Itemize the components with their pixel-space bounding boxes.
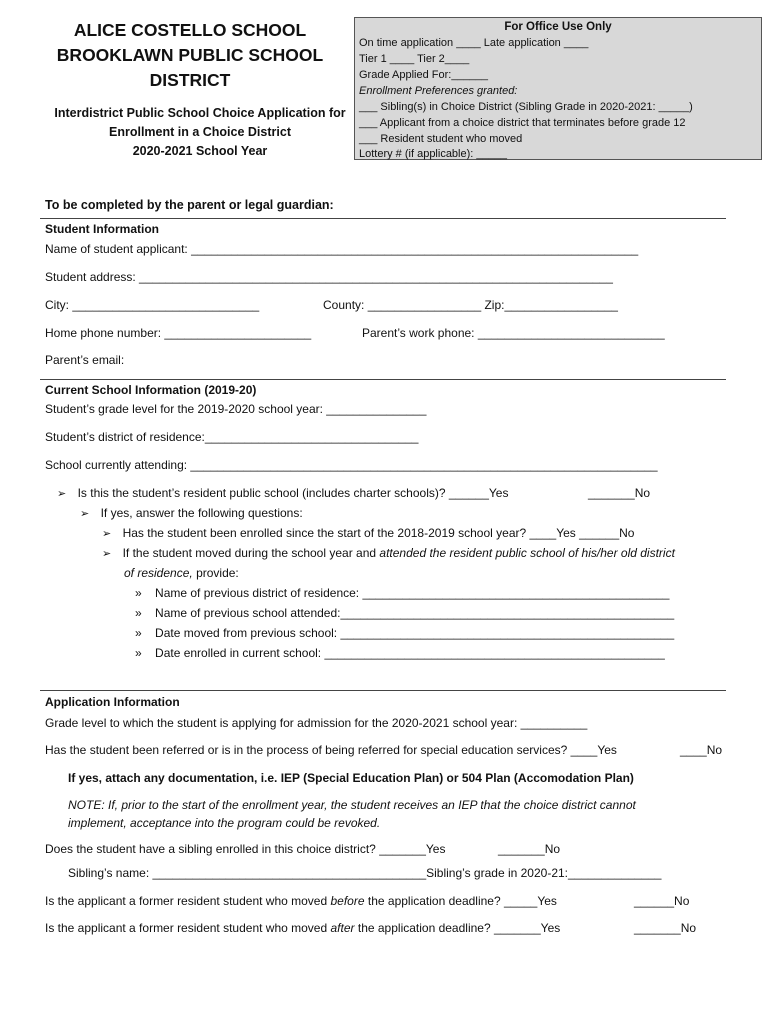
- prev-district-row: [135, 586, 669, 600]
- former-before-no[interactable]: ______No: [634, 894, 690, 908]
- resident-question-text[interactable]: Is this the student’s resident public school (includes charter schools)? ______Yes: [77, 486, 509, 500]
- application-heading: Application Information: [45, 695, 180, 709]
- attach-documentation: If yes, attach any documentation, i.e. IEP (Special Education Plan) or 504 Plan (Accomodation Plan): [68, 771, 634, 785]
- bullet-icon: »: [135, 626, 142, 640]
- moved-question-text-b: attended the resident public school of his/her old district: [379, 546, 675, 560]
- moved-question-continued: [124, 566, 239, 580]
- arrow-icon: ➢: [102, 528, 112, 540]
- intro-text: To be completed by the parent or legal guardian:: [45, 198, 334, 212]
- arrow-icon: ➢: [80, 508, 90, 520]
- arrow-icon: ➢: [102, 548, 112, 560]
- moved-question-text-d: provide:: [196, 566, 239, 580]
- divider-3: [40, 690, 726, 691]
- former-after-text-c[interactable]: the application deadline? _______Yes: [357, 921, 561, 935]
- subtitle-line-1: Interdistrict Public School Choice Application for: [54, 106, 346, 120]
- office-line-grade: Grade Applied For:______: [359, 69, 489, 81]
- office-line-sibling: ___ Sibling(s) in Choice District (Sibling Grade in 2020-2021: _____): [359, 101, 693, 113]
- date-enrolled-field[interactable]: Date enrolled in current school: ___________________________________________________: [155, 646, 665, 660]
- enrolled-question: [102, 526, 634, 540]
- student-address-field[interactable]: Student address: _______________________________________________________________________: [45, 270, 613, 284]
- prev-school-field[interactable]: Name of previous school attended:__________________________________________________: [155, 606, 675, 620]
- divider-2: [40, 379, 726, 380]
- home-phone-field[interactable]: Home phone number: ______________________: [45, 326, 312, 340]
- city-field[interactable]: City: ____________________________: [45, 298, 260, 312]
- former-before-text-a: Is the applicant a former resident student who moved: [45, 894, 328, 908]
- bullet-icon: »: [135, 606, 142, 620]
- parent-email-field[interactable]: Parent’s email:: [45, 353, 125, 367]
- moved-question-text-c: of residence,: [124, 566, 193, 580]
- sibling-name-field[interactable]: Sibling’s name: _________________________________________Sibling’s grade in 2020-21:______________: [68, 866, 662, 880]
- moved-question: [102, 546, 675, 560]
- former-before-question: [45, 894, 557, 908]
- current-grade-field[interactable]: Student’s grade level for the 2019-2020 school year: _______________: [45, 402, 427, 416]
- arrow-icon: ➢: [57, 488, 67, 500]
- office-line-preferences: Enrollment Preferences granted:: [359, 85, 518, 97]
- office-line-applicant: ___ Applicant from a choice district that terminates before grade 12: [359, 117, 686, 129]
- sped-question-no[interactable]: ____No: [680, 743, 723, 757]
- former-after-text-a: Is the applicant a former resident student who moved: [45, 921, 328, 935]
- office-line-resident: ___ Resident student who moved: [359, 133, 523, 145]
- note-line-2: implement, acceptance into the program could be revoked.: [68, 816, 381, 830]
- work-phone-field[interactable]: Parent’s work phone: ____________________________: [362, 326, 665, 340]
- office-line-tier: Tier 1 ____ Tier 2____: [359, 53, 470, 65]
- school-attending-field[interactable]: School currently attending: ______________________________________________________________________: [45, 458, 658, 472]
- if-yes-text: If yes, answer the following questions:: [100, 506, 303, 520]
- prev-district-field[interactable]: Name of previous district of residence: ______________________________________________: [155, 586, 670, 600]
- student-name-field[interactable]: Name of student applicant: ___________________________________________________________________: [45, 242, 639, 256]
- sibling-question-no[interactable]: _______No: [498, 842, 561, 856]
- resident-question-no[interactable]: _______No: [588, 486, 651, 500]
- date-enrolled-row: [135, 646, 665, 660]
- if-yes-instruction: [80, 506, 303, 520]
- title-line-3: DISTRICT: [149, 70, 231, 90]
- student-info-heading: Student Information: [45, 222, 159, 236]
- date-moved-row: [135, 626, 674, 640]
- district-residence-field[interactable]: Student’s district of residence:________________________________: [45, 430, 419, 444]
- former-after-no[interactable]: _______No: [634, 921, 697, 935]
- prev-school-row: [135, 606, 674, 620]
- bullet-icon: »: [135, 586, 142, 600]
- subtitle-line-3: 2020-2021 School Year: [132, 144, 268, 158]
- former-after-text-b: after: [330, 921, 355, 935]
- applying-grade-field[interactable]: Grade level to which the student is applying for admission for the 2020-2021 school year: __________: [45, 716, 588, 730]
- office-use-box: [354, 17, 762, 160]
- office-heading: For Office Use Only: [504, 21, 612, 33]
- title-line-1: ALICE COSTELLO SCHOOL: [73, 20, 307, 40]
- title-line-2: BROOKLAWN PUBLIC SCHOOL: [56, 45, 324, 65]
- former-before-text-c[interactable]: the application deadline? _____Yes: [367, 894, 557, 908]
- office-line-lottery: Lottery # (if applicable): _____: [359, 148, 507, 160]
- divider-1: [40, 218, 726, 219]
- former-after-question: [45, 921, 560, 935]
- county-zip-field[interactable]: County: _________________ Zip:_________________: [323, 298, 618, 312]
- office-line-application: On time application ____ Late application ____: [359, 37, 589, 49]
- sibling-question[interactable]: Does the student have a sibling enrolled in this choice district? _______Yes: [45, 842, 446, 856]
- note-line-1: NOTE: If, prior to the start of the enrollment year, the student receives an IEP that the choice district cannot: [68, 798, 636, 812]
- former-before-text-b: before: [330, 894, 365, 908]
- enrolled-question-text[interactable]: Has the student been enrolled since the start of the 2018-2019 school year? ____Yes ______No: [122, 526, 635, 540]
- sped-question[interactable]: Has the student been referred or is in the process of being referred for special education services? ____Yes: [45, 743, 617, 757]
- bullet-icon: »: [135, 646, 142, 660]
- resident-question: [57, 486, 508, 500]
- moved-question-text-a: If the student moved during the school year and: [122, 546, 377, 560]
- current-school-heading: Current School Information (2019-20): [45, 383, 257, 397]
- date-moved-field[interactable]: Date moved from previous school: __________________________________________________: [155, 626, 675, 640]
- subtitle-line-2: Enrollment in a Choice District: [109, 125, 291, 139]
